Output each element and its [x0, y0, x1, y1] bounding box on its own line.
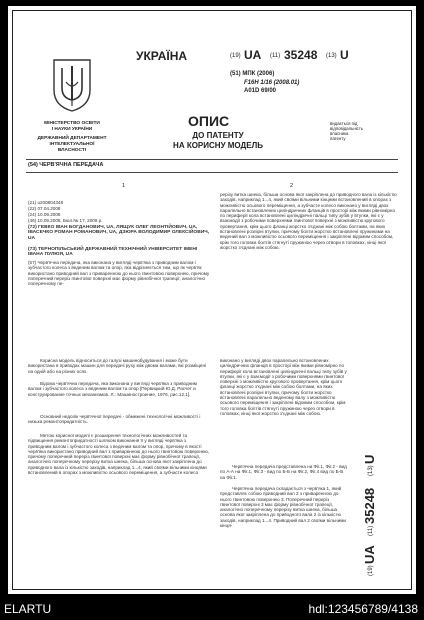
doc-subtitle-1: ДО ПАТЕНТУ — [192, 131, 244, 140]
doc-title: ОПИС — [188, 113, 230, 129]
side-note-1: видається під — [330, 121, 358, 126]
biblio-24: (24) 10.09.2008 — [28, 212, 61, 217]
patent-page — [8, 6, 416, 594]
body-left-paragraph-4: Метою корисної моделі є розширення технологічних можливостей та підвищення ремонтопридатності шляхом виконання її у вигляді черв'яка з приводним валом і зубчастого колеса з веденим валом та опор, причому в якості черв'яка використано приводний вал з приваренною до нього гвинтовою поверхнею, причому поперечний переріз гвинтової поверхні має форму рівнобічної трапеції, аналогічно поперечному перерізу витка шнека, більша основа якої закріплена до приводного вала із кількістю заходів, наприклад 1...4, який своїми вільними кінцями встановлений в опорах з можливістю осьового переміщення, а зубчасте колесо — [28, 433, 210, 476]
side-kind-code: U — [362, 454, 377, 464]
divider-bottom — [26, 172, 398, 173]
biblio-57-claim: (57) Черв'ячна передача, яка виконана у вигляді черв'яка з приводним валом і зубчастого колеса з веденим валом та опор, яка відрізняється тим, що як черв'як використано приводний вал з приваренною до нього гвинтовою поверхнею, причому поперечний переріз гвинтової поверхні має форму рівнобічної трапеції, аналогічно поперечному пе- — [28, 260, 210, 287]
body-right-paragraph-1: виконано у вигляді двох паралельно встановлених циліндричних фланців в просторі між якими рівномірно по периферії кола встановлені циліндричні пальці типу зубів у втулки, які є у взаємодії з робочими поверхнями гвинтової поверхні з можливістю кругового провертання, крім цього фланці жорстко з'єднані між собою болтами, на яких встановлені розпірні втулки, причому болти жорстко встановлені паралельно веденому валу з можливістю осьового переміщення і закріплені відомим способом, крім того головка болтів стягнуті пружиною через отвори в головках, кінці якої жорстко з'єднані між собою. — [220, 358, 347, 416]
country-name: УКРАЇНА — [136, 49, 188, 63]
ipc-code-2: A01D 69/00 — [244, 88, 277, 94]
doc-subtitle-2: НА КОРИСНУ МОДЕЛЬ — [173, 141, 263, 150]
footer-handle: hdl:123456789/4138 — [308, 602, 418, 616]
side-code-19: (19) — [368, 565, 374, 576]
trident-emblem-icon — [42, 56, 102, 114]
body-left-paragraph-2: Відома черв'ячна передача, яка виконана у вигляді черв'яка з приводним валом і зубчастого колеса з веденим валом та опор [Первицкий Ю.Д. Расчет и конструирование точных механизмов. Л.: Машиностроение, 1976, рис.12.1]. — [28, 381, 197, 397]
biblio-46: (46) 10.09.2008, Бюл.№ 17, 2008 р. — [28, 218, 103, 223]
department-line-2: ІНТЕЛЕКТУАЛЬНОЇ — [49, 142, 95, 147]
side-patent-number: 35248 — [362, 487, 377, 524]
mpk-line: (51) МПК (2006) — [230, 71, 275, 77]
invention-title: (54) ЧЕРВ'ЯЧНА ПЕРЕДАЧА — [28, 162, 104, 168]
footer-left-label: ELARTU — [4, 602, 52, 616]
side-note-4: патенту — [330, 136, 346, 141]
body-left-paragraph-3: Основний недолік черв'ячної передачі - обмежені технологічні можливості і низька ремонтопридатність. — [28, 414, 201, 425]
ipc-code-1: F16H 1/16 (2008.01) — [244, 80, 300, 86]
column-number-1: 1 — [122, 183, 126, 189]
code-11: (11) — [270, 53, 281, 59]
side-country-code: UA — [362, 545, 377, 564]
biblio-22: (22) 07.04.2008 — [28, 206, 61, 211]
footer-bar — [0, 596, 424, 620]
body-right-paragraph-3: Черв'ячна передача складається з черв'яка 1, який представляє собою приводний вал 2 з приваренною до нього гвинтовою поверхнею 3. Поперечний переріз гвинтової поверхні 3 має форму рівнобічної трапеції, аналогічно поперечному перерізу витка шнека, більша основа якої закріплена до приводного вала 2 із кількістю заходів, наприклад 1...4. Приводний вал 2 своїми вільними кінця- — [220, 486, 347, 529]
code-13: (13) — [326, 53, 337, 59]
country-code: UA — [244, 48, 262, 62]
department-line-1: ДЕРЖАВНИЙ ДЕПАРТАМЕНТ — [37, 136, 107, 141]
biblio-73-owner: (73) ТЕРНОПІЛЬСЬКИЙ ДЕРЖАВНИЙ ТЕХНІЧНИЙ УНІВЕРСИТЕТ ІМЕНІ ІВАНА ПУЛЮЯ, UA — [28, 247, 198, 258]
side-code-13: (13) — [368, 465, 374, 476]
patent-number: 35248 — [284, 48, 318, 62]
ministry-line-2: І НАУКИ УКРАЇНИ — [51, 127, 93, 132]
side-note-2: відповідальність — [330, 126, 364, 131]
ministry-line-1: МІНІСТЕРСТВО ОСВІТИ — [44, 121, 100, 126]
claim-continuation: рерізу витка шнека, більша основа якої закріплена до приводного вала із кількістю заходів, наприклад 1...4, який своїми вільними кінцями встановлений в опорах з можливістю осьового переміщення, а зубчасте колесо виконано у вигляді двох паралельно встановлених циліндричних фланців в просторі між якими рівномірно по периферії кола встановлені циліндричні пальці типу зубів у втулки, які є у взаємодії з робочими поверхнями гвинтової поверхні з можливістю кругового провертання, крім цього фланці жорстко з'єднані між собою болтами, на яких встановлені розпірні втулки, причому болти жорстко встановлені пружинами на ведений вал з можливістю осьового переміщення і закріплені відомим способом, крім того головка болтів стягнуті пружиною через отвори в головках, кінці якої жорстко з'єднані між собою. — [220, 192, 397, 250]
kind-code: U — [340, 48, 349, 62]
department-line-3: ВЛАСНОСТІ — [57, 148, 87, 153]
column-number-2: 2 — [290, 183, 294, 189]
body-right-paragraph-2: Черв'ячна передача представлена на Фіг.1, Фіг.2 - вид по А-А на Фіг.1, Фіг.3 - вид по Б-Б на Фіг.2, Фіг.4 вид по Б-Б на Фіг.1. — [220, 464, 347, 480]
body-left-paragraph-1: Корисна модель відноситься до галузі машинобудування і може бути використана в приводах машин для передачі руху між двома валами, які розміщені на одній або на різних осях. — [28, 358, 207, 374]
vertical-patent-code — [348, 426, 382, 576]
divider-top — [26, 159, 398, 160]
side-note-3: власника — [330, 131, 349, 136]
biblio-72-inventors: (72) ГЕВКО ІВАН БОГДАНОВИЧ, UA, ЛЯЩУК ОЛЕГ ЛЕОНТІЙОВИЧ, UA, ІВАСЕЧКО РОМАН РОМАНОВИЧ, UA, ДЗЮРА ВОЛОДИМИР ОЛЕКСІЙОВИЧ, UA — [28, 225, 210, 241]
biblio-21: (21) u200804348 — [28, 200, 63, 205]
code-19: (19) — [230, 53, 241, 59]
side-code-11: (11) — [368, 525, 374, 536]
